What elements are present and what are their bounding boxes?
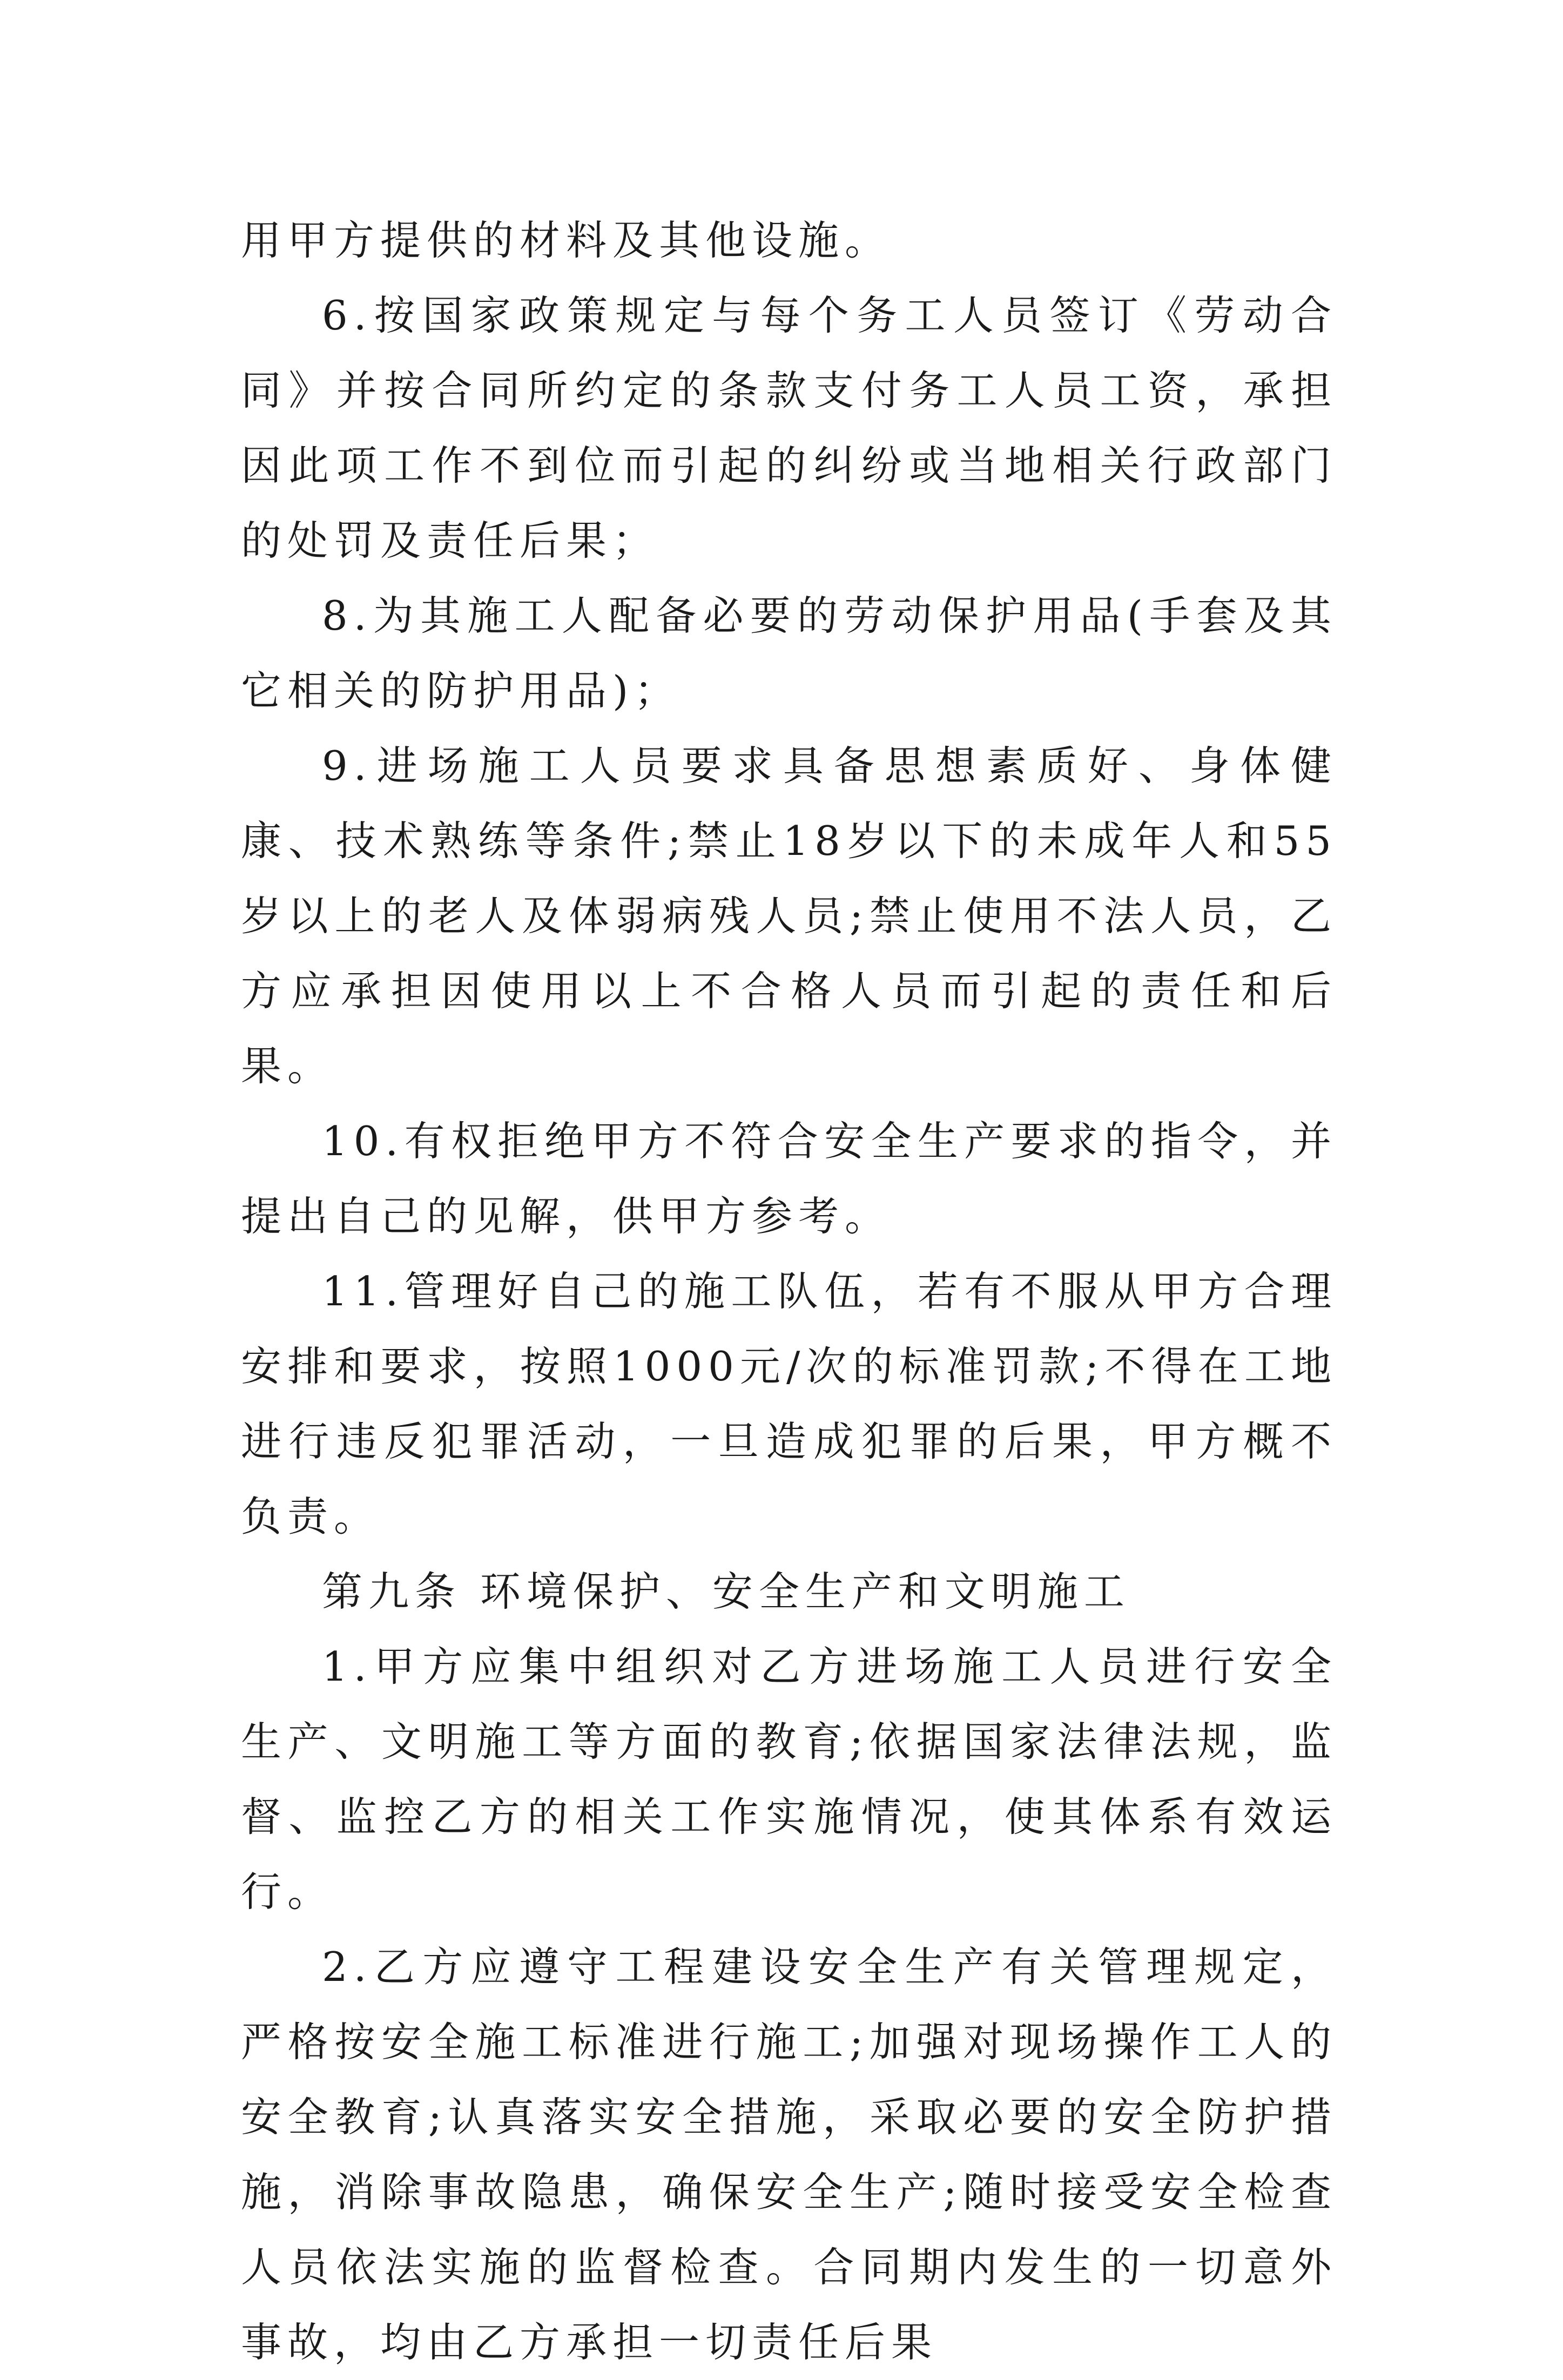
document-body xyxy=(241,203,1337,2380)
paragraph-article-9-item-2: 2.乙方应遵守工程建设安全生产有关管理规定，严格按安全施工标准进行施工;加强对现场操作工人的安全教育;认真落实安全措施，采取必要的安全防护措施，消除事故隐患，确保安全生产;随时接受安全检查人员依法实施的监督检查。合同期内发生的一切意外事故，均由乙方承担一切责任后果 xyxy=(241,1943,1337,2366)
paragraph-continuation: 用甲方提供的材料及其他设施。 xyxy=(241,217,892,264)
paragraph-item-6: 6.按国家政策规定与每个务工人员签订《劳动合同》并按合同所约定的条款支付务工人员工资，承担因此项工作不到位而引起的纠纷或当地相关行政部门的处罚及责任后果； xyxy=(241,292,1337,564)
paragraph-item-10: 10.有权拒绝甲方不符合安全生产要求的指令，并提出自己的见解，供甲方参考。 xyxy=(241,1117,1337,1240)
paragraph-item-11: 11.管理好自己的施工队伍，若有不服从甲方合理安排和要求，按照1000元/次的标准罚款;不得在工地进行违反犯罪活动，一旦造成犯罪的后果，甲方概不负责。 xyxy=(241,1267,1337,1540)
paragraph-item-9: 9.进场施工人员要求具备思想素质好、身体健康、技术熟练等条件;禁止18岁以下的未成年人和55岁以上的老人及体弱病残人员;禁止使用不法人员，乙方应承担因使用以上不合格人员而引起的责任和后果。 xyxy=(241,742,1337,1090)
section-heading-article-9: 第九条 环境保护、安全生产和文明施工 xyxy=(322,1568,1130,1615)
paragraph-article-9-item-1: 1.甲方应集中组织对乙方进场施工人员进行安全生产、文明施工等方面的教育;依据国家法律法规，监督、监控乙方的相关工作实施情况，使其体系有效运行。 xyxy=(241,1643,1337,1916)
paragraph-item-8: 8.为其施工人配备必要的劳动保护用品(手套及其它相关的防护用品)； xyxy=(241,592,1337,714)
